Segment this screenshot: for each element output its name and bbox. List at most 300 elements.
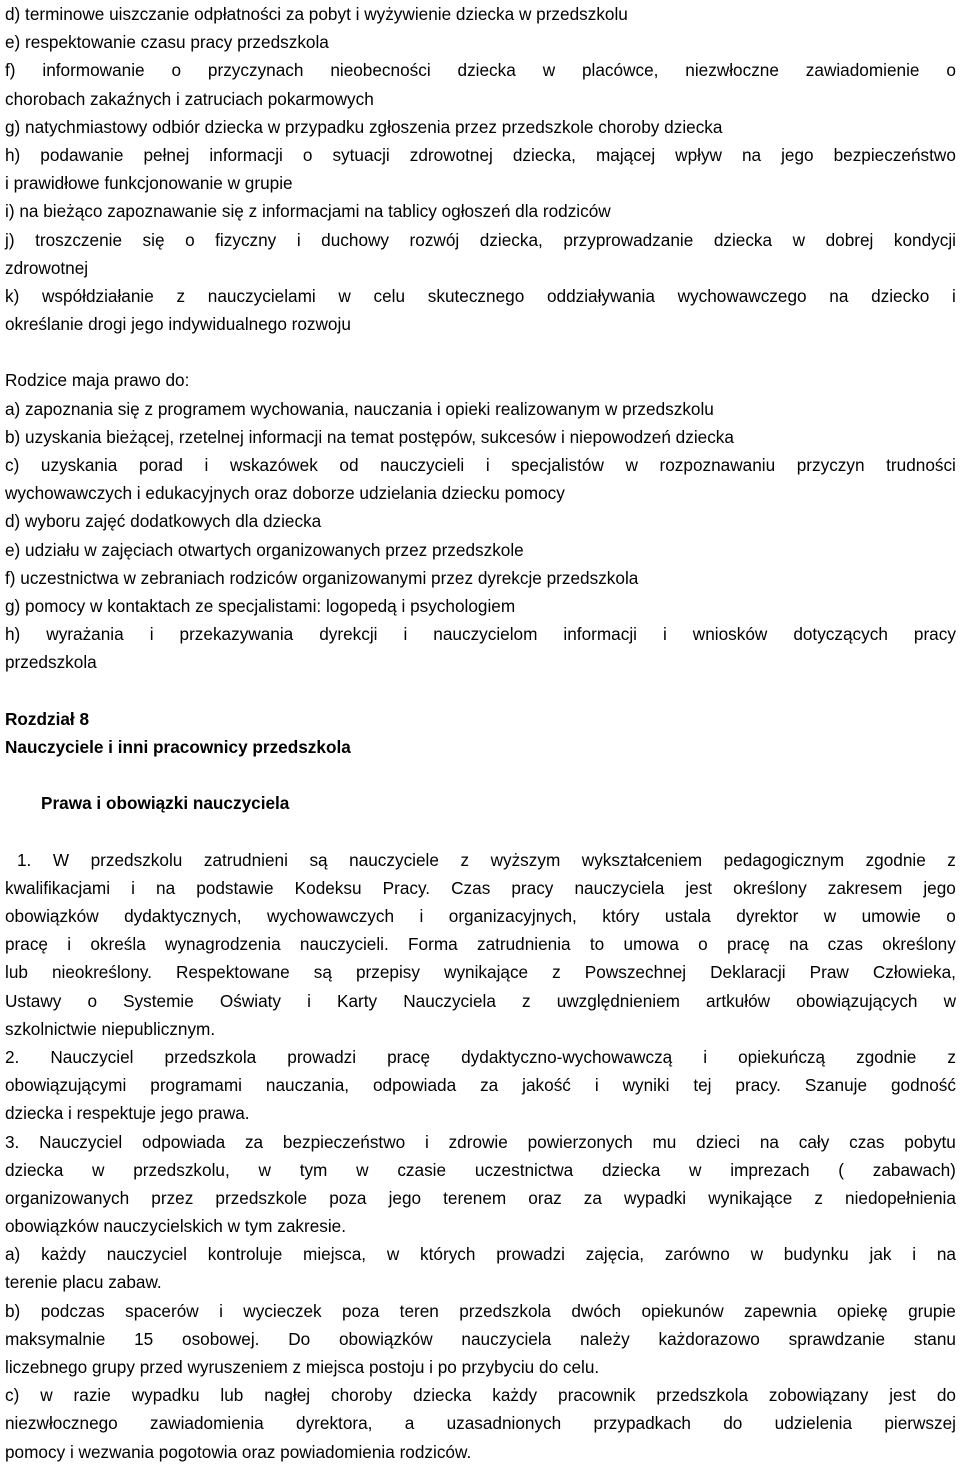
word: wniosków (692, 624, 768, 645)
word: k) (5, 285, 20, 306)
word: i (912, 1244, 917, 1265)
text-line (5, 902, 956, 930)
word: Respektowane (176, 962, 290, 983)
word: zawiadomienie (805, 60, 920, 81)
word: teren (399, 1300, 439, 1321)
word: organizacyjnych, (448, 906, 577, 926)
word: Nauczyciel (39, 1131, 123, 1152)
word: nagłej (264, 1385, 311, 1406)
text-line (5, 1297, 956, 1325)
text-line (5, 1381, 956, 1409)
word: pedagogicznym (723, 849, 845, 870)
word: nauczycielami (207, 285, 316, 306)
word: Nauczyciel (50, 1046, 134, 1067)
word: informacji (563, 624, 637, 645)
word: Szanuje (804, 1075, 868, 1096)
word: i (424, 1131, 429, 1152)
word: i (131, 877, 135, 898)
word: zajęcia, (585, 1244, 645, 1265)
word: h) (5, 144, 21, 165)
word: określony (882, 934, 956, 955)
word: określa (90, 934, 146, 955)
word: czas (827, 934, 863, 955)
word: nauczycielom (433, 624, 538, 645)
text-line (5, 958, 956, 986)
word: maksymalnie (5, 1328, 106, 1349)
text-line (5, 141, 956, 169)
word: kontroluje (207, 1244, 283, 1265)
word: wskazówek (229, 455, 318, 475)
word: zabawach) (872, 1159, 956, 1180)
word: dyrektora, (296, 1413, 373, 1434)
word: zdrowotnej (409, 144, 493, 165)
word: za (244, 1131, 264, 1152)
word: na (741, 144, 762, 165)
word: nauczyciele (349, 849, 439, 870)
chapter-title: Nauczyciele i inni pracownicy przedszkola (5, 736, 351, 757)
word: nauczyciela (574, 877, 665, 898)
word: wykształceniem (581, 849, 703, 870)
text-line (5, 1156, 956, 1184)
word: skutecznego (427, 285, 525, 306)
word: opiekuńczą (738, 1046, 826, 1067)
word: bezpieczeństwo (833, 144, 956, 165)
word: Systemie (123, 990, 194, 1011)
word: i (219, 1300, 223, 1321)
word: Karty (337, 990, 378, 1011)
word: mającej (595, 144, 656, 165)
word: Czas (451, 877, 491, 898)
word: przedszkole (215, 1187, 308, 1208)
word: pobytu (904, 1131, 956, 1152)
word: wynagrodzenia (165, 934, 281, 955)
word: opiekunów (641, 1300, 724, 1321)
word: jak (869, 1244, 892, 1265)
word: przyczyn (796, 455, 865, 475)
word: Nauczyciela (403, 990, 496, 1011)
text-line: e) udziału w zajęciach otwartych organizowanych przez przedszkole (5, 539, 524, 560)
word: w (92, 1159, 105, 1180)
word: w (625, 455, 638, 475)
word: zarówno (664, 1244, 730, 1265)
word: terenem (443, 1187, 507, 1208)
word: artkułów (706, 990, 771, 1011)
word: mu (652, 1131, 677, 1152)
word: i (594, 1075, 599, 1096)
word: a) (5, 1244, 21, 1265)
text-line (5, 226, 956, 254)
word: Powszechnej (584, 962, 687, 983)
word: Forma (408, 934, 458, 955)
word: udzielenia (774, 1413, 853, 1434)
word: za (480, 1075, 499, 1096)
word: są (309, 849, 328, 870)
word: do (936, 1385, 956, 1406)
word: porad (138, 455, 183, 475)
word: dziecka, (512, 144, 576, 165)
text-line: e) respektowanie czasu pracy przedszkola (5, 32, 329, 53)
text-line: g) natychmiastowy odbiór dziecka w przypadku zgłoszenia przez przedszkole choroby dziecka (5, 116, 723, 137)
word: uzyskania (40, 455, 118, 475)
word: dydaktyczno-wychowawczą (461, 1046, 673, 1067)
word: współdziałanie (42, 285, 154, 306)
word: należy (580, 1328, 630, 1349)
word: wyniki (622, 1075, 670, 1096)
text-line: dziecka i respektuje jego prawa. (5, 1103, 250, 1124)
word: przedszkolu, (133, 1159, 230, 1180)
word: przez (151, 1187, 194, 1208)
text-line (5, 846, 956, 874)
word: uwzględnieniem (556, 990, 680, 1011)
word: niezwłocznego (5, 1413, 118, 1434)
word: Człowieka, (872, 962, 956, 983)
word: miejsca, (303, 1244, 367, 1265)
word: w (542, 60, 556, 81)
word: na (829, 285, 849, 306)
word: programami (150, 1075, 242, 1096)
word: bezpieczeństwo (282, 1131, 406, 1152)
text-line: szkolnictwie niepublicznym. (5, 1018, 216, 1039)
word: wycieczek (243, 1300, 322, 1321)
word: rozpoznawaniu (659, 455, 776, 475)
word: w (792, 229, 806, 250)
word: umowie (861, 906, 921, 926)
word: z (947, 849, 956, 870)
word: jakość (522, 1075, 571, 1096)
word: nauczycieli (380, 455, 465, 475)
word: przedszkola (459, 1300, 551, 1321)
chapter-number: Rozdział 8 (5, 708, 90, 729)
word: o (302, 144, 313, 165)
word: osobowej. (182, 1328, 260, 1349)
word: prowadzi (496, 1244, 566, 1265)
word: nauczyciela (461, 1328, 552, 1349)
word: sprawdzanie (788, 1328, 886, 1349)
text-line (5, 1325, 956, 1353)
word: informowanie (42, 60, 145, 81)
text-line: określanie drogi jego indywidualnego rozwoju (5, 314, 351, 335)
word: który (602, 906, 640, 926)
word: przyczynach (207, 60, 304, 81)
word: tej (693, 1075, 712, 1096)
word: Praw (809, 962, 849, 983)
word: lub (5, 962, 28, 983)
word: duchowy (321, 229, 390, 250)
text-line: Rodzice maja prawo do: (5, 370, 190, 391)
word: placówce, (581, 60, 659, 81)
text-line (5, 1043, 956, 1071)
word: wyższym (490, 849, 561, 870)
word: i (204, 455, 209, 475)
word: j) (5, 229, 15, 250)
word: zobowiązany (768, 1385, 869, 1406)
word: zatrudnieni (203, 849, 288, 870)
word: ustala (664, 906, 711, 926)
text-line: terenie placu zabaw. (5, 1272, 162, 1293)
word: dziecka (5, 1159, 64, 1180)
word: lub (220, 1385, 244, 1406)
word: niedopełnienia (845, 1187, 956, 1208)
word: w (40, 1385, 53, 1406)
word: określony (733, 877, 807, 898)
word: na (936, 1244, 956, 1265)
text-line: g) pomocy w kontaktach ze specjalistami: logopedą i psychologiem (5, 595, 516, 616)
word: W (52, 849, 70, 870)
word: jego (781, 144, 814, 165)
word: umowa (623, 934, 679, 955)
word: pracy (511, 877, 554, 898)
word: kondycji (893, 229, 956, 250)
word: celu (373, 285, 406, 306)
word: grupie (908, 1300, 956, 1321)
word: i (67, 934, 72, 955)
section-heading: Prawa i obowiązki nauczyciela (41, 793, 290, 814)
word: na (156, 877, 176, 898)
text-line: liczebnego grupy przed wyruszeniem z miejsca postoju i po przybyciu do celu. (5, 1357, 600, 1377)
word: zatrudnienia (476, 934, 571, 955)
word: Kodeksu (294, 877, 362, 898)
word: Ustawy (5, 990, 62, 1011)
word: wyrażania (46, 624, 124, 645)
word: kwalifikacjami (5, 877, 111, 898)
text-line: d) terminowe uiszczanie odpłatności za pobyt i wyżywienie dziecka w przedszkolu (5, 4, 628, 24)
word: 1. (17, 849, 32, 870)
text-line: a) zapoznania się z programem wychowania, nauczania i opieki realizowanym w przedszkolu (5, 398, 714, 419)
word: dydaktycznych, (124, 906, 242, 926)
word: godność (890, 1075, 956, 1096)
word: Do (288, 1328, 311, 1349)
text-line: i) na bieżąco zapoznawanie się z informacjami na tablicy ogłoszeń dla rodziców (5, 201, 611, 222)
word: specjalistów (511, 455, 604, 475)
text-line: pomocy i wezwania pogotowia oraz powiadomienia rodziców. (5, 1441, 472, 1462)
word: dziecka, (479, 229, 543, 250)
word: rozwój (409, 229, 460, 250)
word: zgodnie (865, 849, 926, 870)
word: czasie (397, 1159, 447, 1180)
word: pracownik (558, 1385, 636, 1406)
text-line (5, 1240, 956, 1268)
word: i (419, 906, 424, 926)
word: dziecka (457, 60, 516, 81)
word: wypadku (131, 1385, 200, 1406)
word: Pracy. (382, 877, 431, 898)
word: poza (329, 1187, 367, 1208)
word: zawiadomienia (150, 1413, 264, 1434)
word: pracę (387, 1046, 431, 1067)
word: wynikające (444, 962, 529, 983)
word: się (142, 229, 165, 250)
word: troszczenie (35, 229, 123, 250)
word: wychowawczego (677, 285, 807, 306)
word: dyrektor (736, 906, 799, 926)
word: podczas (40, 1300, 105, 1321)
word: z (522, 990, 531, 1011)
word: podstawie (196, 877, 274, 898)
word: z (176, 285, 186, 306)
word: dziecka (413, 1385, 472, 1406)
word: i (703, 1046, 708, 1067)
word: obowiązków (5, 906, 99, 926)
word: odpowiada (372, 1075, 457, 1096)
word: w (823, 906, 837, 926)
word: odpowiada (142, 1131, 226, 1152)
word: przypadkach (593, 1413, 691, 1434)
word: h) (5, 624, 21, 645)
word: powierzonych (527, 1131, 633, 1152)
text-line (5, 1128, 956, 1156)
word: jest (685, 877, 713, 898)
word: z (460, 849, 470, 870)
word: wpływ (675, 144, 722, 165)
word: choroby (331, 1385, 393, 1406)
word: ( (838, 1159, 845, 1180)
word: c) (5, 455, 20, 475)
word: dotyczących (793, 624, 888, 645)
word: przedszkola (164, 1046, 257, 1067)
word: zapewnia (744, 1300, 817, 1321)
word: dobrej (825, 229, 874, 250)
word: w (258, 1159, 271, 1180)
word: dziecka (713, 229, 773, 250)
word: to (589, 934, 605, 955)
text-line (5, 874, 956, 902)
word: sytuacji (332, 144, 390, 165)
word: i (403, 624, 408, 645)
word: dzieci (696, 1131, 741, 1152)
word: nauczania, (265, 1075, 350, 1096)
word: oddziaływania (546, 285, 655, 306)
text-line (5, 282, 956, 310)
word: pełnej (143, 144, 190, 165)
word: imprezach (730, 1159, 810, 1180)
text-line: f) uczestnictwa w zebraniach rodziców organizowanymi przez dyrekcje przedszkola (5, 567, 639, 588)
word: i (485, 455, 490, 475)
word: niezwłoczne (685, 60, 779, 81)
word: nauczyciel (106, 1244, 187, 1265)
text-line: d) wyboru zajęć dodatkowych dla dziecka (5, 511, 322, 532)
word: i (952, 285, 956, 306)
word: f) (5, 60, 16, 81)
word: a (404, 1413, 415, 1434)
word: nieobecności (330, 60, 431, 81)
word: w (386, 1244, 400, 1265)
word: zdrowie (448, 1131, 508, 1152)
word: do (723, 1413, 743, 1434)
text-line: wychowawczych i edukacyjnych oraz doborze udzielania dziecku pomocy (5, 483, 565, 504)
blank-line (5, 677, 956, 705)
word: uzasadnionych (446, 1413, 562, 1434)
text-line: obowiązków nauczycielskich w tym zakresie. (5, 1216, 347, 1237)
document-page (5, 0, 956, 1466)
word: dziecko (871, 285, 930, 306)
word: każdy (492, 1385, 538, 1406)
word: pracy. (735, 1075, 781, 1096)
word: jest (889, 1385, 916, 1406)
word: od (339, 455, 359, 475)
word: i (296, 229, 301, 250)
word: każdy (41, 1244, 86, 1265)
word: opiekę (837, 1300, 888, 1321)
word: każdorazowo (658, 1328, 760, 1349)
text-line (5, 1184, 956, 1212)
word: wypadki (624, 1187, 687, 1208)
blank-line (5, 817, 956, 845)
word: o (946, 906, 956, 926)
word: Oświaty (219, 990, 282, 1011)
word: 15 (134, 1328, 154, 1349)
word: z (947, 1046, 956, 1067)
word: budynku (783, 1244, 849, 1265)
text-line: b) uzyskania bieżącej, rzetelnej informacji na temat postępów, sukcesów i niepowodzeń dziecka (5, 426, 734, 447)
word: jego (923, 877, 956, 898)
word: nauczycieli. (299, 934, 389, 955)
word: są (313, 962, 332, 983)
text-line: przedszkola (5, 652, 97, 673)
word: jego (388, 1187, 422, 1208)
word: na (789, 934, 809, 955)
text-line (5, 56, 956, 84)
word: pierwszej (884, 1413, 956, 1434)
word: obowiązującymi (5, 1075, 127, 1096)
word: pracę (5, 934, 48, 955)
text-line (5, 620, 956, 648)
word: fizyczny (215, 229, 277, 250)
word: przedszkolu (90, 849, 183, 870)
word: i (307, 990, 311, 1011)
text-line (5, 1071, 956, 1099)
word: pracę (727, 934, 770, 955)
word: nieokreślony. (51, 962, 152, 983)
word: Deklaracji (710, 962, 786, 983)
word: których (420, 1244, 476, 1265)
word: organizowanych (5, 1187, 130, 1208)
word: o (185, 229, 195, 250)
word: w (943, 990, 956, 1011)
word: na (759, 1131, 779, 1152)
word: prowadzi (287, 1046, 357, 1067)
word: b) (5, 1300, 21, 1321)
word: tym (299, 1159, 328, 1180)
word: za (583, 1187, 602, 1208)
word: c) (5, 1385, 20, 1406)
word: przepisy (355, 962, 420, 983)
word: informacji (209, 144, 283, 165)
blank-line (5, 338, 956, 366)
word: obowiązków (339, 1328, 433, 1349)
text-line (5, 987, 956, 1015)
word: cały (798, 1131, 830, 1152)
text-line: i prawidłowe funkcjonowanie w grupie (5, 173, 293, 194)
text-line (5, 930, 956, 958)
word: razie (73, 1385, 111, 1406)
word: i (662, 624, 667, 645)
word: w (356, 1159, 369, 1180)
blank-line (5, 761, 956, 789)
word: w (689, 1159, 702, 1180)
word: 3. (5, 1131, 20, 1152)
word: dwóch (571, 1300, 622, 1321)
word: o (87, 990, 98, 1011)
word: pracy (913, 624, 956, 645)
word: z (552, 962, 561, 983)
word: z (814, 1187, 823, 1208)
text-line (5, 1409, 956, 1437)
word: obowiązujących (796, 990, 918, 1011)
word: zgodnie (856, 1046, 917, 1067)
word: uczestnictwa (474, 1159, 574, 1180)
word: w (338, 285, 351, 306)
word: oraz (528, 1187, 562, 1208)
